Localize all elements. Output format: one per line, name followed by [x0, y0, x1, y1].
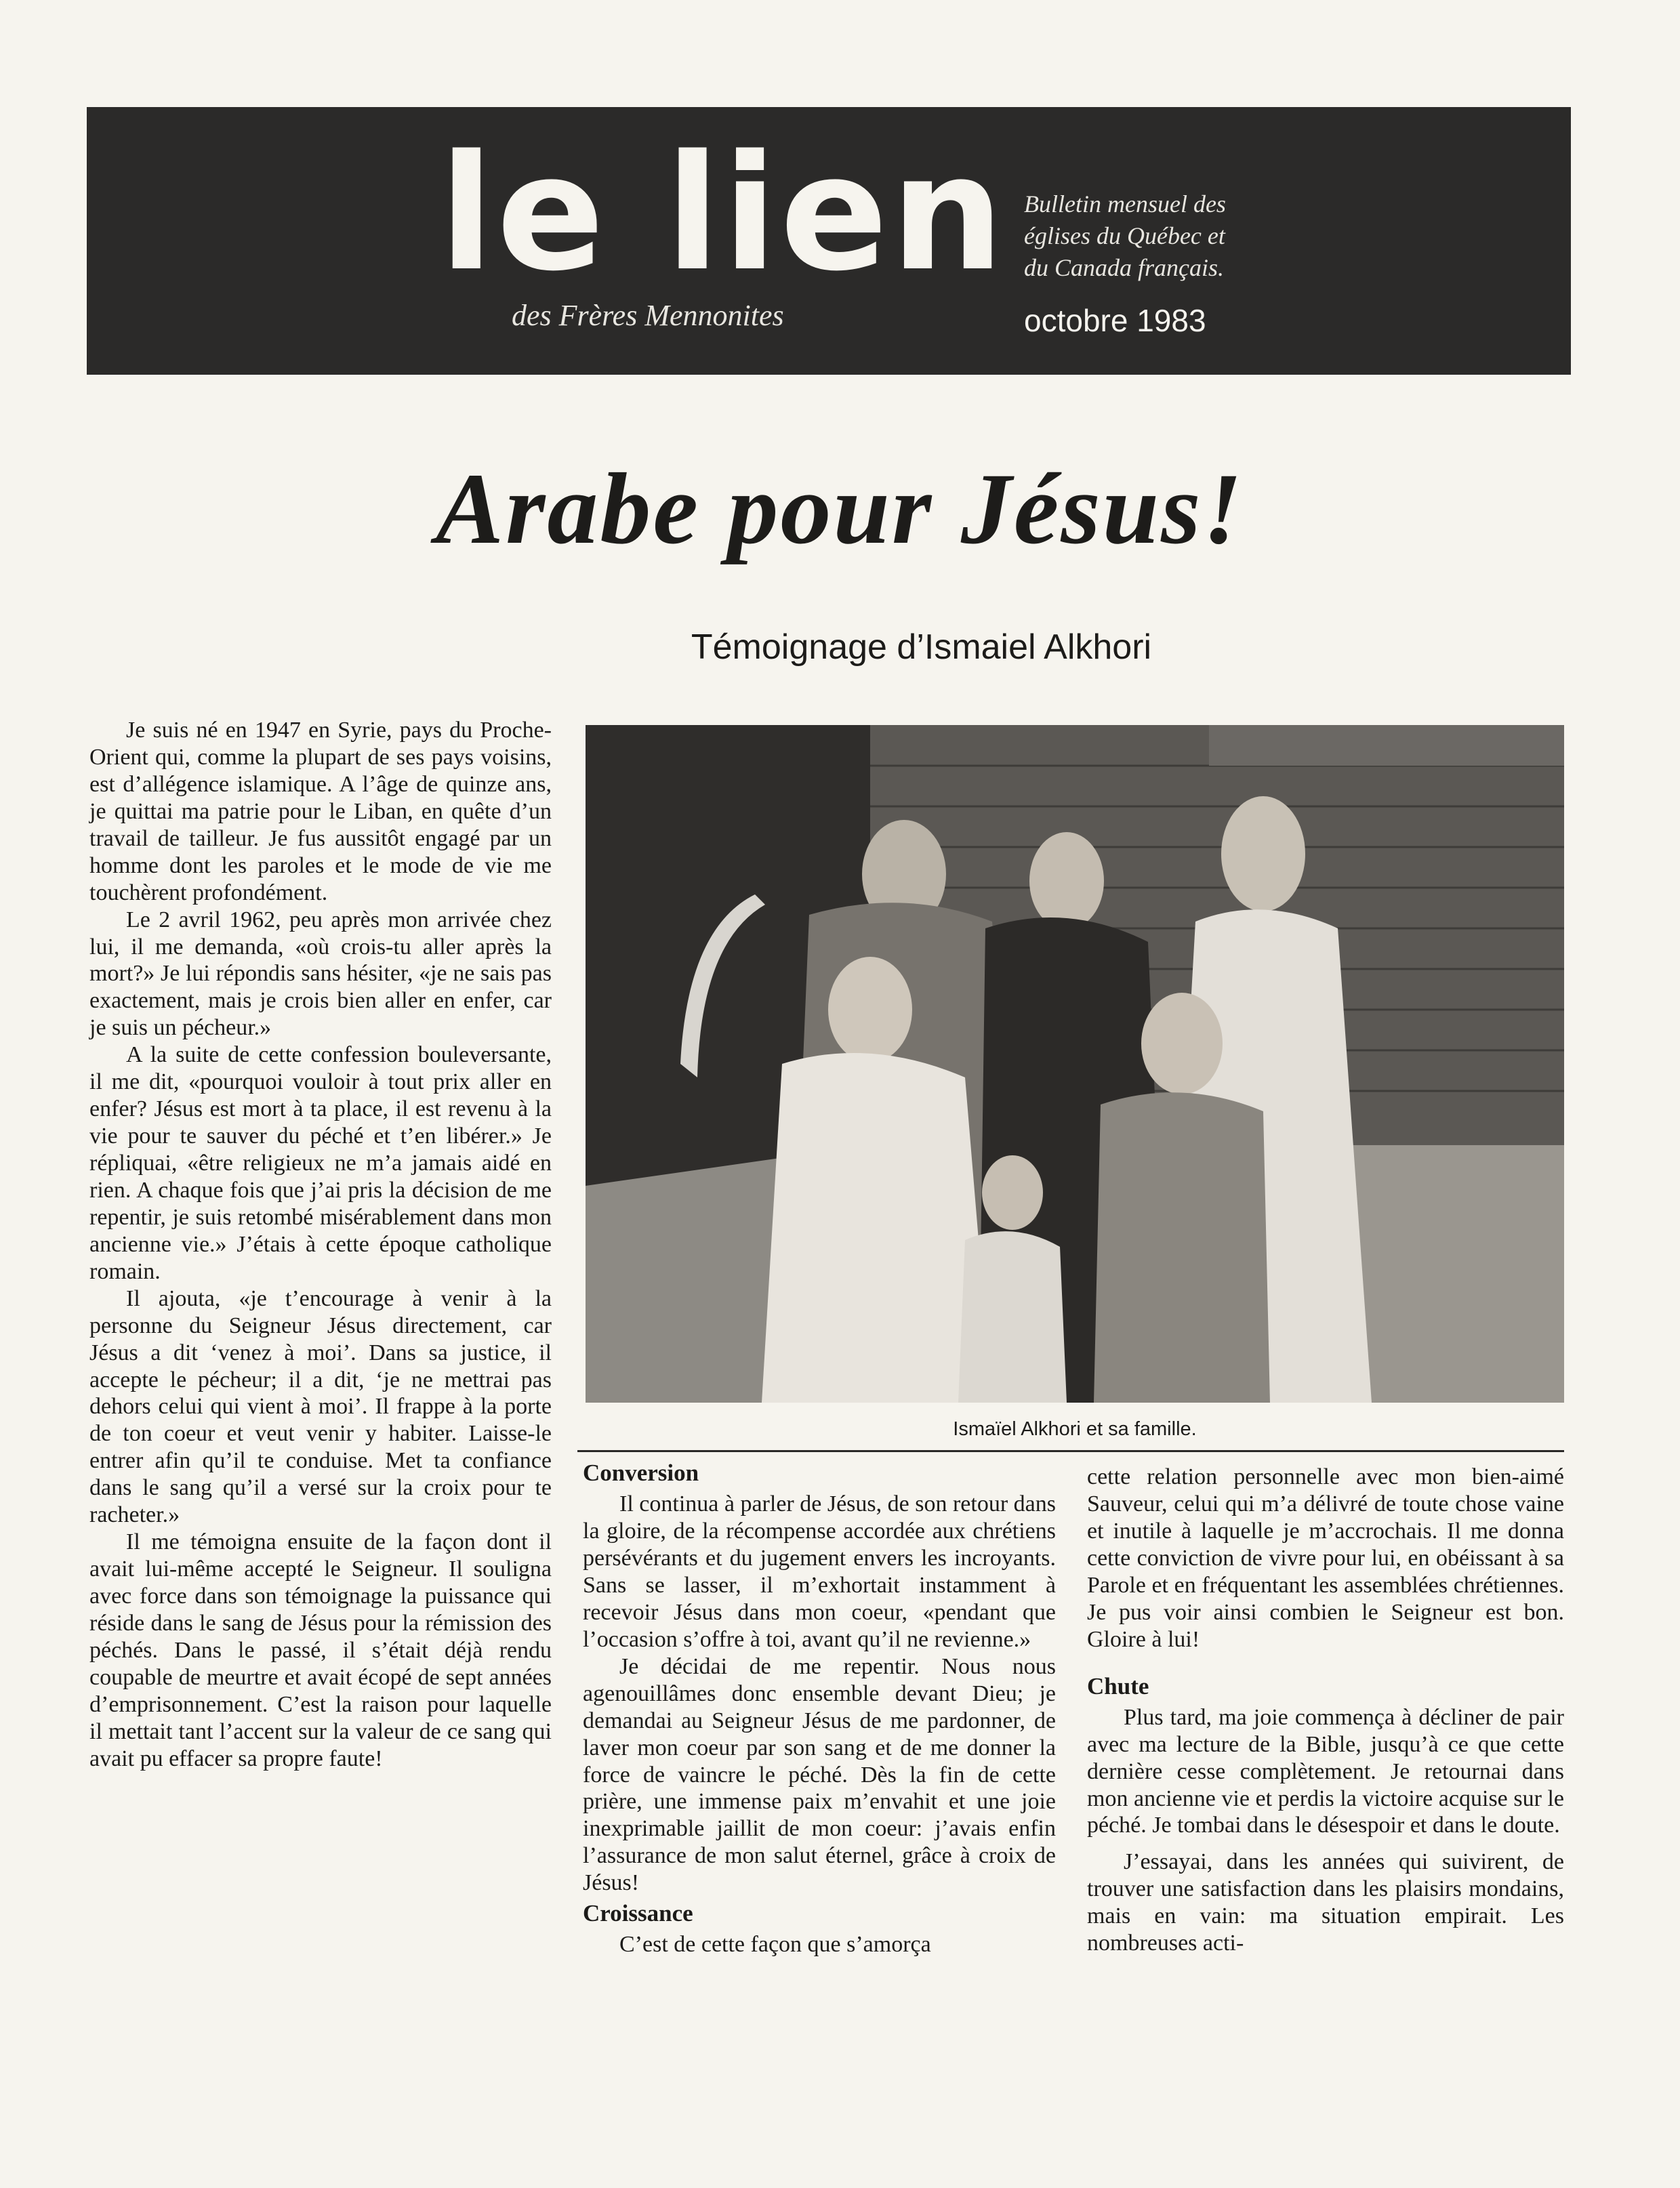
paragraph: Il continua à parler de Jésus, de son retour dans la gloire, de la récompense accordée aux chrétiens persévérants et du jugement envers les incroyants. Sans se lasser, il m’exhortait instamment à recevoir Jésus dans mon coeur, «pendant que l’occasion s’offre à toi, avant qu’il ne revienne.» — [583, 1491, 1056, 1652]
section-heading-croissance: Croissance — [583, 1900, 693, 1927]
family-photo — [586, 725, 1564, 1403]
middle-column — [583, 1459, 1056, 1958]
bulletin-line: églises du Québec et — [1024, 222, 1225, 249]
family-photo-illustration — [586, 725, 1564, 1403]
paragraph: Plus tard, ma joie commença à décliner de pair avec ma lecture de la Bible, jusqu’à ce que cette dernière cesse complètement. Je retournai dans mon ancienne vie et perdis la victoire acquise sur le péché. Je tombai dans le désespoir et dans le doute. — [1087, 1704, 1564, 1838]
bulletin-line: Bulletin mensuel des — [1024, 190, 1226, 218]
article-subheadline: Témoignage d’Ismaiel Alkhori — [691, 627, 1152, 667]
paragraph: cette relation personnelle avec mon bien-aimé Sauveur, celui qui m’a délivré de toute chose vaine et inutile à laquelle je m’accrochais. Il me donna cette conviction de vivre pour lui, en obéissant à sa Parole et en fréquentant les assemblées chrétiennes. Je pus voir ainsi combien le Seigneur est bon. Gloire à lui! — [1087, 1464, 1564, 1652]
bulletin-line: du Canada français. — [1024, 253, 1225, 281]
section-heading-chute: Chute — [1087, 1672, 1149, 1699]
right-column — [1087, 1464, 1564, 1957]
paragraph: J’essayai, dans les années qui suivirent, de trouver une satisfaction dans les plaisirs mondains, mais en vain: ma situation empirait. Les nombreuses acti- — [1087, 1849, 1564, 1956]
caption-divider — [577, 1450, 1564, 1452]
masthead — [87, 107, 1571, 375]
bulletin-description — [1024, 188, 1309, 283]
paragraph: C’est de cette façon que s’amorça — [619, 1932, 931, 1958]
section-heading-conversion: Conversion — [583, 1460, 699, 1486]
article-headline: Arabe pour Jésus! — [436, 453, 1244, 565]
paragraph: Je décidai de me repentir. Nous nous agenouillâmes donc ensemble devant Dieu; je demandai au Seigneur Jésus de me pardonner, de laver mon coeur par son sang et de me donner la force de vaincre le péché. Dès la fin de cette prière, une immense paix m’envahit et une joie inexprimable jaillit de mon coeur: j’avais enfin l’assurance de mon salut éternel, grâce à croix de Jésus! — [583, 1653, 1056, 1896]
paragraph: Je suis né en 1947 en Syrie, pays du Proche-Orient qui, comme la plupart de ses pays voisins, est d’allégence islamique. A l’âge de quinze ans, je quittai ma patrie pour le Liban, en quête d’un travail de tailleur. Je fus aussitôt engagé par un homme dont les paroles et le mode de vie me touchèrent profondément. — [89, 718, 552, 905]
paragraph: Il me témoigna ensuite de la façon dont il avait lui-même accepté le Seigneur. Il souligna avec force dans son témoignage la puissance qui réside dans le sang de Jésus pour la rémission des péchés. Dans le passé, il s’était déjà rendu coupable de meurtre et avait écopé de sept années d’emprisonnement. C’est la raison pour laquelle il mettait tant l’accent sur la valeur de ce sang qui avait pu effacer sa propre faute! — [89, 1529, 552, 1771]
paragraph: Il ajouta, «je t’encourage à venir à la personne du Seigneur Jésus directement, car Jésus a dit ‘venez à moi’. Dans sa justice, il accepte le pécheur; il a dit, ‘je ne mettrai pas dehors celui qui vient à moi’. Il frappe à la porte de ton coeur et veut venir y habiter. Laisse-le entrer afin qu’il te conduise. Met ta confiance dans le sang qu’il a versé sur la croix pour te racheter.» — [89, 1285, 552, 1528]
issue-date: octobre 1983 — [1024, 303, 1206, 338]
paragraph: A la suite de cette confession bouleversante, il me dit, «pourquoi vouloir à tout prix aller en enfer? Jésus est mort à ta place, il est revenu à la vie pour te sauver du péché et t’en libérer.» Je répliquai, «être religieux ne m’a jamais aidé en rien. A chaque fois que j’ai pris la décision de me repentir, je suis retombé misérablement dans mon ancienne vie.» J’étais à cette époque catholique romain. — [89, 1042, 552, 1284]
masthead-logo: le lien — [439, 121, 1007, 306]
left-column — [89, 717, 552, 1773]
paragraph: Le 2 avril 1962, peu après mon arrivée chez lui, il me demanda, «où crois-tu aller après la mort?» Je lui répondis sans hésiter, «je ne sais pas exactement, mais je crois bien aller en enfer, car je suis un pécheur.» — [89, 907, 552, 1041]
photo-caption: Ismaïel Alkhori et sa famille. — [953, 1418, 1197, 1440]
masthead-logo-subtitle: des Frères Mennonites — [512, 299, 784, 332]
